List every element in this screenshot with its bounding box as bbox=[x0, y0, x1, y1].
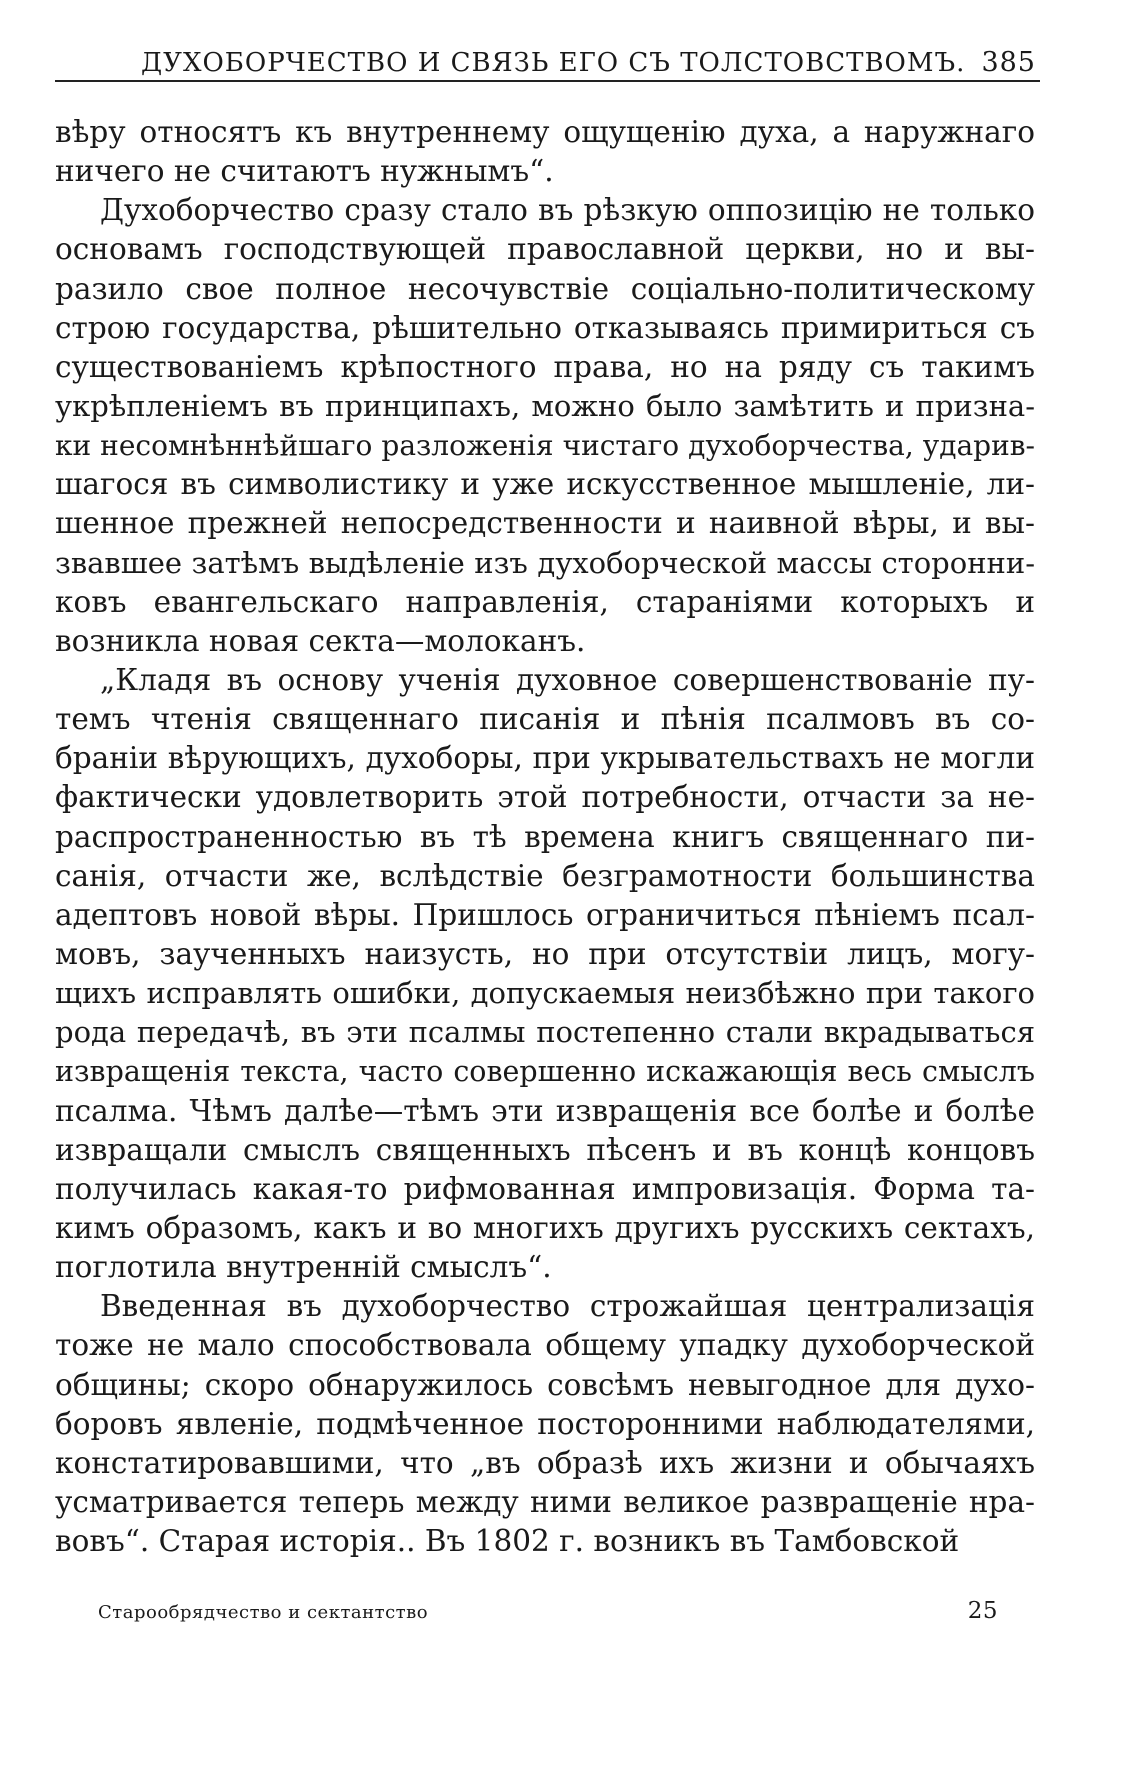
text-line: общины; скоро обнаружилось совсѣмъ невыгодное для духо- bbox=[55, 1367, 1035, 1402]
text-line: кимъ образомъ, какъ и во многихъ другихъ русскихъ сектахъ, bbox=[55, 1210, 1035, 1245]
text-line: ничего не считаютъ нужнымъ“. bbox=[55, 154, 554, 189]
text-line: псалма. Чѣмъ далѣе—тѣмъ эти извращенія все болѣе и болѣе bbox=[55, 1093, 1035, 1128]
footer-signature-number: 25 bbox=[967, 1598, 998, 1624]
text-line: укрѣпленіемъ въ принципахъ, можно было замѣтить и призна- bbox=[55, 388, 1035, 423]
running-header bbox=[55, 34, 1040, 78]
text-line: констатировавшими, что „въ образѣ ихъ жизни и обычаяхъ bbox=[55, 1445, 1035, 1480]
paragraph bbox=[55, 113, 1035, 191]
text-line: ки несомнѣннѣйшаго разложенія чистаго духоборчества, ударив- bbox=[55, 429, 1035, 463]
text-line: извращенія текста, часто совершенно искажающія весь смыслъ bbox=[55, 1055, 1035, 1089]
text-line: шагося въ символистику и уже искусственное мышленіе, ли- bbox=[55, 467, 1035, 502]
text-line: строю государства, рѣшительно отказываясь примириться съ bbox=[55, 310, 1035, 345]
text-line: щихъ исправлять ошибки, допускаемыя неизбѣжно при такого bbox=[55, 976, 1035, 1011]
text-line: ковъ евангельскаго направленія, стараніями которыхъ и bbox=[55, 584, 1035, 619]
text-line: боровъ явленіе, подмѣченное посторонними наблюдателями, bbox=[55, 1406, 1035, 1441]
text-line: Введенная въ духоборчество строжайшая централизація bbox=[100, 1289, 1035, 1324]
text-line: вовъ“. Старая исторія.. Въ 1802 г. возникъ въ Тамбовской bbox=[55, 1524, 960, 1559]
footer-signature-title: Старообрядчество и сектантство bbox=[98, 1602, 429, 1623]
running-header-title: ДУХОБОРЧЕСТВО И СВЯЗЬ ЕГО СЪ ТОЛСТОВСТВОМЪ. bbox=[141, 48, 966, 78]
text-line: усматривается теперь между ними великое развращеніе нра- bbox=[55, 1484, 1035, 1519]
paragraph bbox=[55, 1287, 1035, 1561]
body-text bbox=[55, 113, 1035, 1561]
header-rule bbox=[55, 80, 1040, 82]
paragraph bbox=[55, 191, 1035, 661]
text-line: существованіемъ крѣпостного права, но на ряду съ такимъ bbox=[55, 349, 1035, 384]
text-line: Духоборчество сразу стало въ рѣзкую оппозицію не только bbox=[100, 193, 1035, 228]
text-line: рода передачѣ, въ эти псалмы постепенно стали вкрадываться bbox=[55, 1015, 1035, 1050]
text-line: распространенностью въ тѣ времена книгъ священнаго пи- bbox=[55, 819, 1035, 854]
text-line: „Кладя въ основу ученія духовное совершенствованіе пу- bbox=[100, 662, 1035, 697]
page-number: 385 bbox=[981, 47, 1036, 78]
text-line: извращали смыслъ священныхъ пѣсенъ и въ концѣ концовъ bbox=[55, 1132, 1035, 1167]
text-line: поглотила внутренній смыслъ“. bbox=[55, 1250, 552, 1285]
text-line: звавшее затѣмъ выдѣленіе изъ духоборческой массы сторонни- bbox=[55, 545, 1035, 580]
text-line: возникла новая секта—молоканъ. bbox=[55, 623, 586, 658]
text-line: тоже не мало способствовала общему упадку духоборческой bbox=[55, 1328, 1035, 1363]
text-line: основамъ господствующей православной церкви, но и вы- bbox=[55, 232, 1035, 267]
text-line: получилась какая-то рифмованная импровизація. Форма та- bbox=[55, 1171, 1035, 1206]
page-footer bbox=[98, 1598, 998, 1628]
text-line: фактически удовлетворить этой потребности, отчасти за не- bbox=[55, 780, 1035, 815]
text-line: мовъ, заученныхъ наизусть, но при отсутствіи лицъ, могу- bbox=[55, 936, 1035, 971]
text-line: браніи вѣрующихъ, духоборы, при укрывательствахъ не могли bbox=[55, 741, 1035, 776]
text-line: санія, отчасти же, вслѣдствіе безграмотности большинства bbox=[55, 858, 1035, 893]
text-line: шенное прежней непосредственности и наивной вѣры, и вы- bbox=[55, 506, 1035, 541]
paragraph bbox=[55, 661, 1035, 1287]
text-line: адептовъ новой вѣры. Пришлось ограничиться пѣніемъ псал- bbox=[55, 897, 1035, 932]
text-line: вѣру относятъ къ внутреннему ощущенію духа, а наружнаго bbox=[55, 115, 1035, 149]
text-line: разило свое полное несочувствіе соціально-политическому bbox=[55, 271, 1035, 306]
text-line: темъ чтенія священнаго писанія и пѣнія псалмовъ въ со- bbox=[55, 702, 1035, 737]
